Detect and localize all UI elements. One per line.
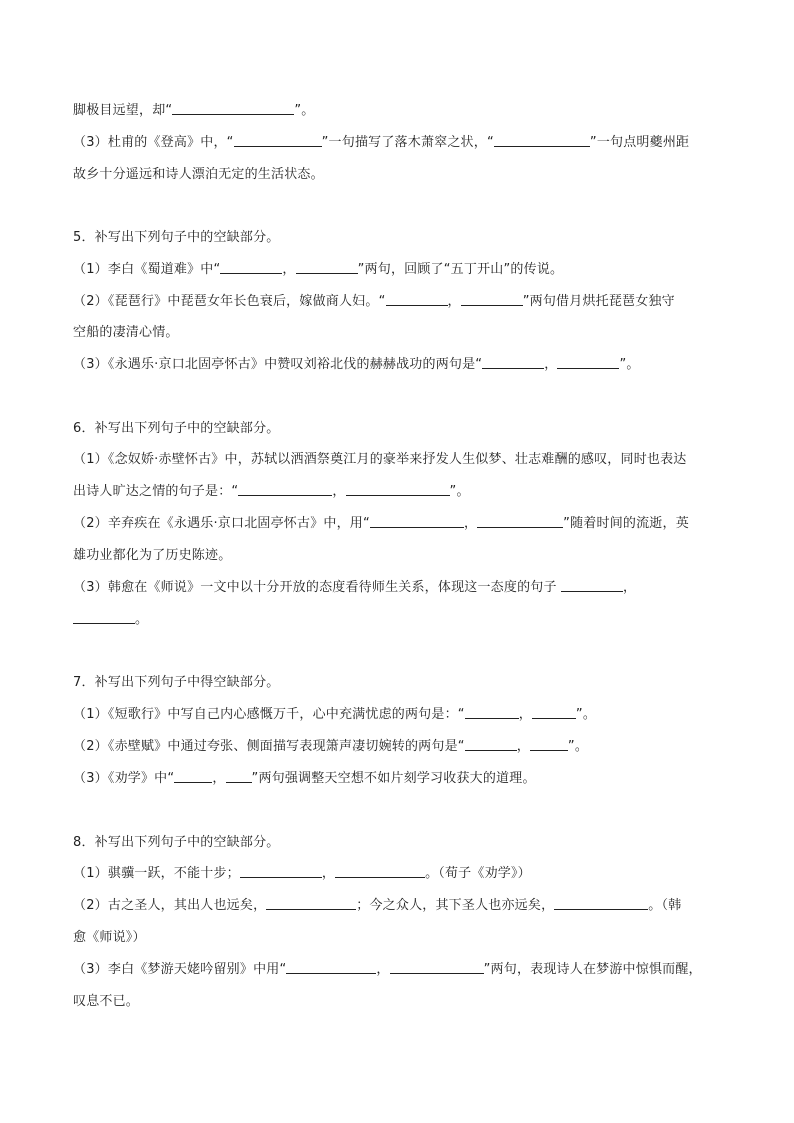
carry-over-item-3: （3）杜甫的《登高》中，“ ”一句描写了落木萧窣之状，“ ”一句点明夔州距 <box>73 135 690 150</box>
question-7-item-1: （1）《短歌行》中写自己内心感慨万千，心中充满忧虑的两句是：“ ， ”。 <box>73 707 597 722</box>
answer-blank[interactable] <box>346 482 450 496</box>
carry-over-item-3-cont: 故乡十分遥远和诗人漂泊无定的生活状态。 <box>73 167 324 182</box>
answer-blank[interactable] <box>370 514 464 528</box>
answer-blank[interactable] <box>73 610 135 624</box>
answer-blank[interactable] <box>461 292 523 306</box>
answer-blank[interactable] <box>286 960 376 974</box>
question-6-item-3: （3）韩愈在《师说》一文中以十分开放的态度看待师生关系，体现这一态度的句子 ， <box>73 580 637 595</box>
question-5-item-1: （1）李白《蜀道难》中“ ， ”两句，回顾了“五丁开山”的传说。 <box>73 262 564 277</box>
answer-blank[interactable] <box>335 864 425 878</box>
answer-blank[interactable] <box>554 896 648 910</box>
question-6-item-3-cont: 。 <box>73 610 733 630</box>
question-7-item-2: （2）《赤壁赋》中通过夸张、侧面描写表现箫声凄切婉转的两句是“ ， ”。 <box>73 739 589 754</box>
answer-blank[interactable] <box>174 769 212 783</box>
question-6-item-2-cont: 雄功业都化为了历史陈迹。 <box>73 548 232 563</box>
answer-blank[interactable] <box>172 101 294 115</box>
question-8-item-2-cont: 愈《师说》） <box>73 930 146 945</box>
question-8-item-2: （2）古之圣人，其出人也远矣， ；今之众人，其下圣人也亦远矣， 。（韩 <box>73 898 682 913</box>
answer-blank[interactable] <box>465 737 517 751</box>
question-6-title: 6．补写出下列句子中的空缺部分。 <box>73 421 280 436</box>
answer-blank[interactable] <box>561 578 623 592</box>
question-5-item-2-cont: 空船的凄清心情。 <box>73 325 179 340</box>
question-8-item-3: （3）李白《梦游天姥吟留别》中用“ ， ”两句，表现诗人在梦游中惊惧而醒， <box>73 962 702 977</box>
answer-blank[interactable] <box>530 737 568 751</box>
question-6-item-1: （1）《念奴娇·赤壁怀古》中，苏轼以洒酒祭奠江月的豪举来抒发人生似梦、壮志难酬的感叹，同时也表达 <box>73 452 687 467</box>
answer-blank[interactable] <box>296 260 358 274</box>
answer-blank[interactable] <box>220 260 282 274</box>
answer-blank[interactable] <box>557 355 619 369</box>
question-7-item-3: （3）《劝学》中“ ， ”两句强调整天空想不如片刻学习收获大的道理。 <box>73 771 536 786</box>
answer-blank[interactable] <box>386 292 448 306</box>
question-8-title: 8．补写出下列句子中的空缺部分。 <box>73 835 280 850</box>
answer-blank[interactable] <box>494 133 590 147</box>
answer-blank[interactable] <box>477 514 563 528</box>
question-5-item-3: （3）《永遇乐·京口北固亭怀古》中赞叹刘裕北伐的赫赫战功的两句是“ ， ”。 <box>73 357 640 372</box>
question-7-title: 7．补写出下列句子中得空缺部分。 <box>73 675 280 690</box>
question-5-item-2: （2）《琵琶行》中琵琶女年长色衰后，嫁做商人妇。“ ， ”两句借月烘托琵琶女独守 <box>73 294 675 309</box>
answer-blank[interactable] <box>390 960 484 974</box>
answer-blank[interactable] <box>238 482 332 496</box>
carry-over-line: 脚极目远望，却“ ”。 <box>73 103 315 118</box>
answer-blank[interactable] <box>266 896 356 910</box>
answer-blank[interactable] <box>482 355 544 369</box>
answer-blank[interactable] <box>240 864 322 878</box>
question-6-item-1-cont: 出诗人旷达之情的句子是：“ ， ”。 <box>73 484 470 499</box>
answer-blank[interactable] <box>465 705 519 719</box>
question-5-title: 5．补写出下列句子中的空缺部分。 <box>73 230 280 245</box>
answer-blank[interactable] <box>234 133 322 147</box>
answer-blank[interactable] <box>532 705 576 719</box>
question-8-item-3-cont: 叹息不已。 <box>73 994 140 1009</box>
answer-blank[interactable] <box>226 769 252 783</box>
question-6-item-2: （2）辛弃疾在《永遇乐·京口北固亭怀古》中，用“ ， ”随着时间的流逝，英 <box>73 516 689 531</box>
question-8-item-1: （1）骐骥一跃，不能十步； ， 。（荀子《劝学》） <box>73 866 531 881</box>
